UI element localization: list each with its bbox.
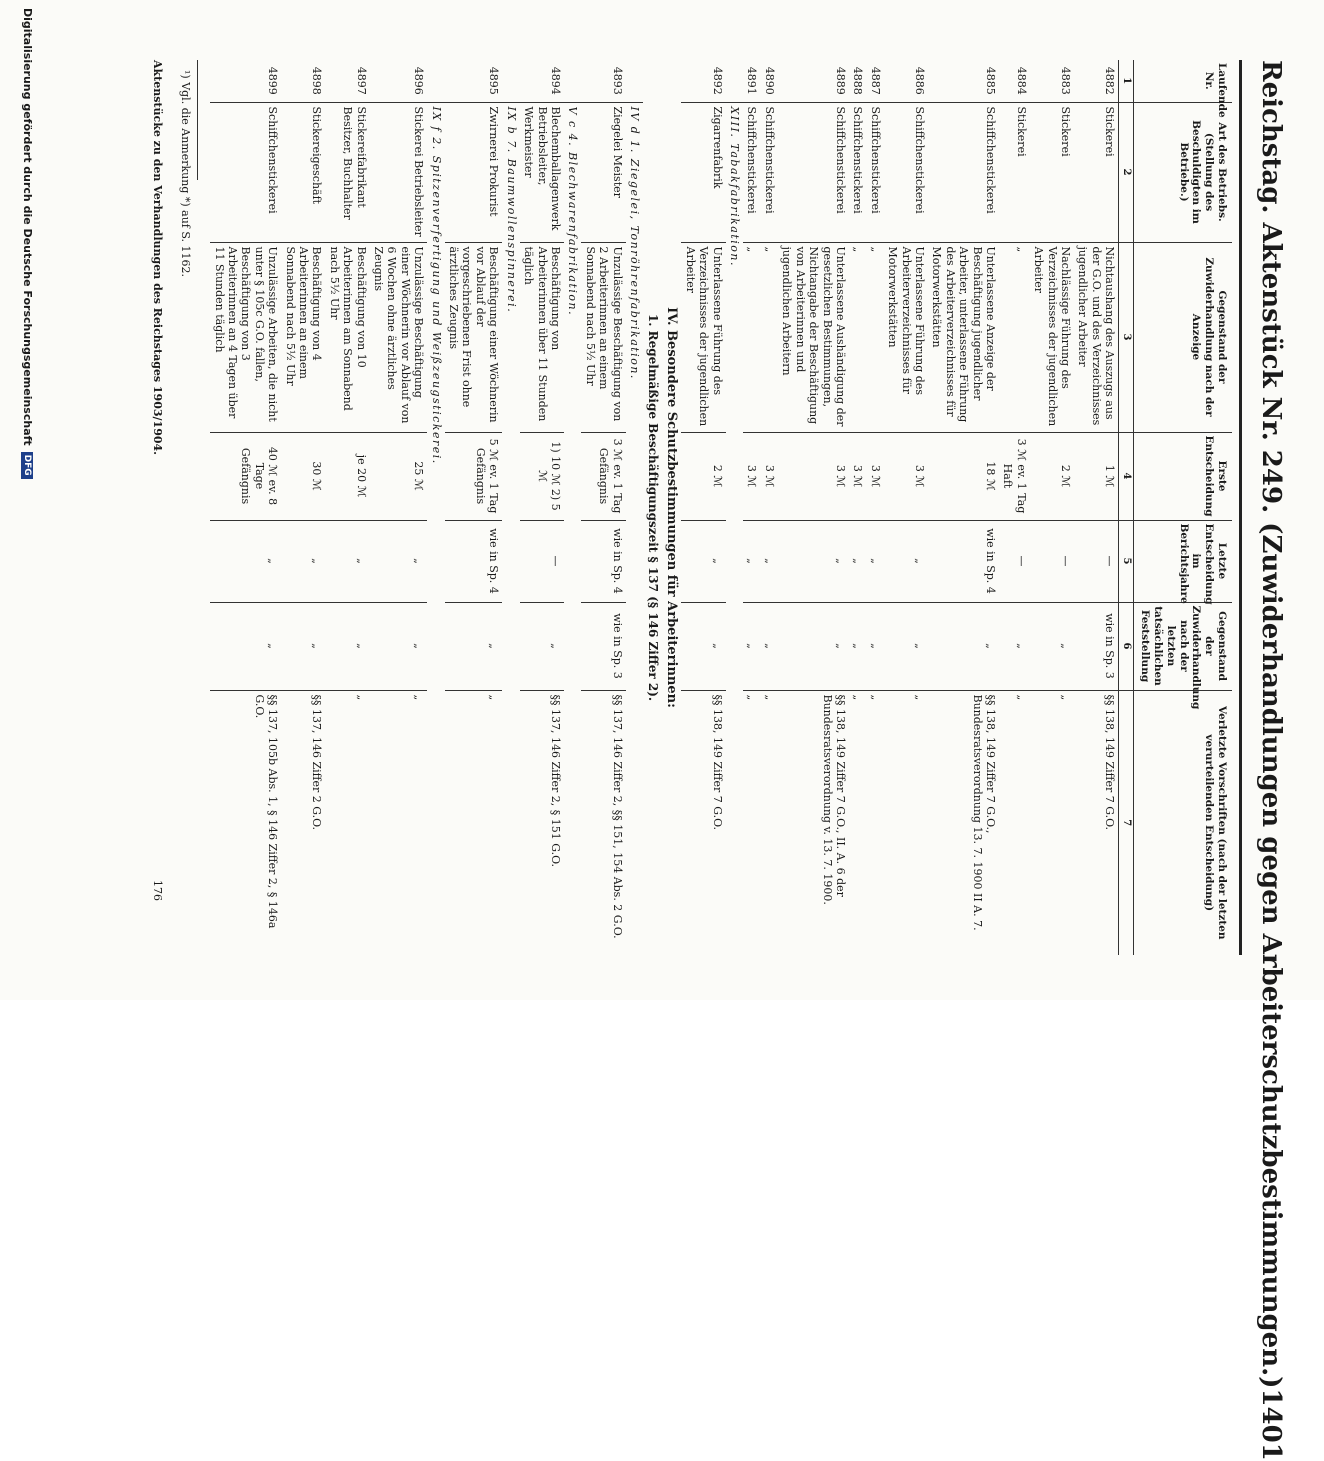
cell-erste: 18 ℳ xyxy=(928,432,999,520)
table-row xyxy=(281,60,325,955)
cell-art: Ziegelei Meister xyxy=(581,102,625,242)
column-number-row xyxy=(1119,60,1134,955)
column-number: 5 xyxy=(1119,520,1134,602)
cell-feststellung: „ xyxy=(849,602,866,690)
dfg-logo-icon: DFG xyxy=(22,452,34,479)
cell-feststellung: „ xyxy=(928,602,999,690)
cell-art: Stickereigeschäft xyxy=(281,102,325,242)
table-row xyxy=(445,60,503,955)
column-header: Art des Betriebs. (Stellung des Beschuldigten im Betriebe.) xyxy=(1134,102,1232,242)
cell-vorschriften: §§ 138, 149 Ziffer 7 G.O. xyxy=(1074,690,1119,955)
cell-letzte: „ xyxy=(210,520,281,602)
cell-gegenstand: Unterlassene Anzeige der Beschäftigung jugendlicher Arbeiter, unterlassene Führung des Arbeiterverzeichnisses für Motorwerkstätten xyxy=(928,242,999,432)
column-header: Laufende Nr. xyxy=(1134,60,1232,102)
cell-letzte: — xyxy=(520,520,564,602)
page-number-bottom: 176 xyxy=(151,880,164,901)
cell-gegenstand: Nachlässige Führung des Verzeichnisses der jugendlichen Arbeiter xyxy=(1030,242,1074,432)
cell-erste: 25 ℳ xyxy=(370,432,428,520)
table-body-second xyxy=(210,60,743,955)
cell-vorschriften: „ xyxy=(445,690,503,955)
cell-art: Schiffchenstickerei xyxy=(849,102,866,242)
table-body-first xyxy=(743,60,1119,955)
cell-erste: 1) 10 ℳ 2) 5 ℳ xyxy=(520,432,564,520)
cell-vorschriften: „ xyxy=(849,690,866,955)
cell-gegenstand: Unterlassene Führung des Arbeiterverzeichnisses für Motorwerkstätten xyxy=(884,242,928,432)
dfg-credit-text: Digitalisierung gefördert durch die Deutsche Forschungsgemeinschaft xyxy=(21,8,34,446)
cell-art: Stickereifabrikant Besitzer, Buchhalter xyxy=(325,102,369,242)
page-header-title: Reichstag. Aktenstück Nr. 249. (Zuwiderhandlungen gegen Arbeiterschutzbestimmungen.) xyxy=(1256,60,1286,1389)
cell-feststellung: „ xyxy=(760,602,777,690)
cell-art: Schiffchenstickerei xyxy=(778,102,849,242)
cell-feststellung: „ xyxy=(999,602,1030,690)
subsection-heading-row xyxy=(643,60,662,955)
cell-letzte: „ xyxy=(743,520,760,602)
cell-letzte: wie in Sp. 4 xyxy=(445,520,503,602)
table-row xyxy=(884,60,928,955)
table-header-row xyxy=(1134,60,1232,955)
cell-letzte: wie in Sp. 4 xyxy=(928,520,999,602)
cell-letzte: wie in Sp. 4 xyxy=(581,520,625,602)
sub-heading: IV d 1. Ziegelei, Tonröhrenfabrikation. xyxy=(626,102,643,955)
page-header-number: 1401 xyxy=(1256,1388,1286,1461)
table-row xyxy=(370,60,428,955)
cell-nr: 4887 xyxy=(868,66,882,95)
cell-erste: 3 ℳ xyxy=(849,432,866,520)
cell-gegenstand: „ xyxy=(866,242,883,432)
cell-vorschriften: „ xyxy=(999,690,1030,955)
cell-art: Schiffchenstickerei xyxy=(210,102,281,242)
sub-heading-row xyxy=(502,60,519,955)
cell-gegenstand: „ xyxy=(999,242,1030,432)
cell-erste: je 20 ℳ xyxy=(325,432,369,520)
table-row xyxy=(581,60,625,955)
cell-art: Stickerei xyxy=(1030,102,1074,242)
cell-gegenstand: Beschäftigung einer Wöchnerin vor Ablauf der vorgeschriebenen Frist ohne ärztliches Zeugnis xyxy=(445,242,503,432)
section-heading: IV. Besondere Schutzbestimmungen für Arbeiterinnen: xyxy=(664,307,680,708)
table-row xyxy=(210,60,281,955)
cell-nr: 4895 xyxy=(487,66,501,95)
cell-letzte: „ xyxy=(325,520,369,602)
cell-erste: 2 ℳ xyxy=(681,432,725,520)
cell-vorschriften: „ xyxy=(884,690,928,955)
cell-vorschriften: „ xyxy=(743,690,760,955)
cell-gegenstand: Unterlassene Aushändigung der gesetzlichen Bestimmungen, Nichtangabe der Beschäftigung von Arbeiterinnen und jugendlichen Arbeitern xyxy=(778,242,849,432)
cell-art: Blechemballagenwerk Betriebsleiter, Werkmeister xyxy=(520,102,564,242)
cell-feststellung: „ xyxy=(1030,602,1074,690)
cell-letzte: — xyxy=(1074,520,1119,602)
subsection-heading: 1. Regelmäßige Beschäftigungszeit § 137 (§ 146 Ziffer 2). xyxy=(645,313,660,702)
dfg-credit xyxy=(21,8,34,479)
column-number: 1 xyxy=(1119,60,1134,102)
cell-nr: 4890 xyxy=(762,66,776,95)
cell-erste: 3 ℳ xyxy=(760,432,777,520)
cell-feststellung: „ xyxy=(281,602,325,690)
cell-gegenstand: Beschäftigung von 4 Arbeiterinnen an einem Sonnabend nach 5½ Uhr xyxy=(281,242,325,432)
cell-vorschriften: §§ 137, 146 Ziffer 2 G.O. xyxy=(281,690,325,955)
table-row xyxy=(999,60,1030,955)
cell-nr: 4889 xyxy=(833,66,847,95)
column-number: 7 xyxy=(1119,690,1134,955)
cell-nr: 4899 xyxy=(266,66,280,95)
table-row xyxy=(681,60,725,955)
cell-nr: 4898 xyxy=(310,66,324,95)
column-header: Gegenstand der Zuwiderhandlung nach der Anzeige xyxy=(1134,242,1232,432)
table-row xyxy=(760,60,777,955)
cell-nr: 4884 xyxy=(1014,66,1028,95)
cell-erste: 3 ℳ xyxy=(884,432,928,520)
cell-feststellung: „ xyxy=(370,602,428,690)
table-row xyxy=(849,60,866,955)
cell-gegenstand: Unterlassene Führung des Verzeichnisses der jugendlichen Arbeiter xyxy=(681,242,725,432)
cell-nr: 4896 xyxy=(412,66,426,95)
cell-gegenstand: Unzulässige Beschäftigung einer Wöchnerin vor Ablauf von 6 Wochen ohne ärztliches Zeugnis xyxy=(370,242,428,432)
cell-art: Schiffchenstickerei xyxy=(866,102,883,242)
cell-erste: 3 ℳ xyxy=(866,432,883,520)
cell-feststellung: „ xyxy=(884,602,928,690)
cell-letzte: — xyxy=(1030,520,1074,602)
cell-letzte: „ xyxy=(884,520,928,602)
page-header xyxy=(1256,60,1286,1461)
sub-heading: XIII. Tabakfabrikation. xyxy=(726,102,743,955)
cell-gegenstand: Unzulässige Beschäftigung von 2 Arbeiterinnen an einem Sonnabend nach 5½ Uhr xyxy=(581,242,625,432)
cell-letzte: „ xyxy=(681,520,725,602)
cell-feststellung: „ xyxy=(210,602,281,690)
cell-vorschriften: §§ 137, 146 Ziffer 2, §§ 151, 154 Abs. 2 G.O. xyxy=(581,690,625,955)
cell-feststellung: „ xyxy=(681,602,725,690)
cell-vorschriften: §§ 137, 105b Abs. 1, § 146 Ziffer 2, § 146a G.O. xyxy=(210,690,281,955)
footnote: ¹) Vgl. die Anmerkung *) auf S. 1162. xyxy=(179,70,192,277)
violations-table xyxy=(210,60,1232,955)
column-number: 4 xyxy=(1119,432,1134,520)
cell-letzte: — xyxy=(999,520,1030,602)
cell-vorschriften: „ xyxy=(370,690,428,955)
cell-art: Zigarrenfabrik xyxy=(681,102,725,242)
column-number: 6 xyxy=(1119,602,1134,690)
cell-erste: 3 ℳ xyxy=(778,432,849,520)
cell-art: Stickerei Betriebsleiter xyxy=(370,102,428,242)
cell-nr: 4886 xyxy=(912,66,926,95)
cell-feststellung: „ xyxy=(520,602,564,690)
cell-art: Schiffchenstickerei xyxy=(743,102,760,242)
sub-heading: V c 4. Blechwarenfabrikation. xyxy=(564,102,581,955)
cell-erste: 3 ℳ ev. 1 Tag Gefängnis xyxy=(581,432,625,520)
table-row xyxy=(743,60,760,955)
cell-nr: 4885 xyxy=(983,66,997,95)
cell-letzte: „ xyxy=(760,520,777,602)
cell-erste: 1 ℳ xyxy=(1074,432,1119,520)
cell-gegenstand: Unzulässige Arbeiten, die nicht unter § 105c G.O. fallen, Beschäftigung von 3 Arbeiterinnen an 4 Tagen über 11 Stunden täglich xyxy=(210,242,281,432)
cell-art: Stickerei xyxy=(999,102,1030,242)
cell-erste: 5 ℳ ev. 1 Tag Gefängnis xyxy=(445,432,503,520)
table-row xyxy=(325,60,369,955)
cell-feststellung: „ xyxy=(743,602,760,690)
cell-erste: 3 ℳ ev. 1 Tag Haft xyxy=(999,432,1030,520)
cell-gegenstand: „ xyxy=(743,242,760,432)
cell-erste: 30 ℳ xyxy=(281,432,325,520)
cell-letzte: „ xyxy=(778,520,849,602)
cell-nr: 4891 xyxy=(745,66,759,95)
cell-gegenstand: Beschäftigung von Arbeiterinnen über 11 Stunden täglich xyxy=(520,242,564,432)
table-row xyxy=(520,60,564,955)
cell-vorschriften: „ xyxy=(1030,690,1074,955)
cell-art: Zwirnerei Prokurist xyxy=(445,102,503,242)
table-row xyxy=(778,60,849,955)
cell-art: Stickerei xyxy=(1074,102,1119,242)
cell-erste: 40 ℳ ev. 8 Tage Gefängnis xyxy=(210,432,281,520)
sub-heading-row xyxy=(626,60,643,955)
cell-nr: 4893 xyxy=(610,66,624,95)
cell-letzte: „ xyxy=(281,520,325,602)
cell-art: Schiffchenstickerei xyxy=(928,102,999,242)
cell-feststellung: „ xyxy=(866,602,883,690)
column-number: 2 xyxy=(1119,102,1134,242)
cell-nr: 4897 xyxy=(354,66,368,95)
cell-gegenstand: Nichtaushang des Auszugs aus der G.O. und des Verzeichnisses jugendlicher Arbeiter xyxy=(1074,242,1119,432)
sub-heading: IX f 2. Spitzenverfertigung und Weißzeugstickerei. xyxy=(427,102,444,955)
cell-vorschriften: §§ 138, 149 Ziffer 7 G.O., Bundesratsverordnung 13. 7. 1900 II A. 7. xyxy=(928,690,999,955)
column-number: 3 xyxy=(1119,242,1134,432)
cell-vorschriften: §§ 138, 149 Ziffer 7 G.O. xyxy=(681,690,725,955)
cell-art: Schiffchenstickerei xyxy=(760,102,777,242)
table-row xyxy=(928,60,999,955)
column-header: Verletzte Vorschriften (nach der letzten verurteilenden Entscheidung) xyxy=(1134,690,1232,955)
cell-gegenstand: Beschäftigung von 10 Arbeiterinnen am Sonnabend nach 5½ Uhr xyxy=(325,242,369,432)
cell-erste: 2 ℳ xyxy=(1030,432,1074,520)
section-heading-row xyxy=(662,60,682,955)
table-row xyxy=(1074,60,1119,955)
cell-vorschriften: §§ 138, 149 Ziffer 7 G.O., II. A. 6 der Bundesratsverordnung v. 13. 7. 1900. xyxy=(778,690,849,955)
sub-heading-row xyxy=(726,60,743,955)
cell-letzte: „ xyxy=(370,520,428,602)
cell-letzte: „ xyxy=(849,520,866,602)
cell-vorschriften: „ xyxy=(866,690,883,955)
cell-vorschriften: §§ 137, 146 Ziffer 2, § 151 G.O. xyxy=(520,690,564,955)
cell-feststellung: „ xyxy=(778,602,849,690)
column-header: Erste Entscheidung xyxy=(1134,432,1232,520)
page-footer: Aktenstücke zu den Verhandlungen des Reichstages 1903/1904. xyxy=(151,60,164,455)
cell-feststellung: „ xyxy=(445,602,503,690)
column-header: Letzte Entscheidung im Berichtsjahre xyxy=(1134,520,1232,602)
cell-art: Schiffchenstickerei xyxy=(884,102,928,242)
cell-nr: 4892 xyxy=(710,66,724,95)
cell-letzte: „ xyxy=(866,520,883,602)
cell-vorschriften: „ xyxy=(760,690,777,955)
sub-heading-row xyxy=(427,60,444,955)
cell-feststellung: wie in Sp. 3 xyxy=(581,602,625,690)
footnote-rule xyxy=(197,60,198,180)
cell-nr: 4888 xyxy=(851,66,865,95)
cell-nr: 4894 xyxy=(548,66,562,95)
cell-gegenstand: „ xyxy=(849,242,866,432)
sub-heading: IX b 7. Baumwollenspinnerei. xyxy=(502,102,519,955)
cell-nr: 4883 xyxy=(1059,66,1073,95)
table-row xyxy=(866,60,883,955)
cell-feststellung: „ xyxy=(325,602,369,690)
cell-feststellung: wie in Sp. 3 xyxy=(1074,602,1119,690)
sub-heading-row xyxy=(564,60,581,955)
column-header: Gegenstand der Zuwiderhandlung nach der letzten tatsächlichen Feststellung xyxy=(1134,602,1232,690)
header-rule xyxy=(1239,60,1242,955)
cell-vorschriften: „ xyxy=(325,690,369,955)
cell-gegenstand: „ xyxy=(760,242,777,432)
table-row xyxy=(1030,60,1074,955)
cell-nr: 4882 xyxy=(1103,66,1117,95)
cell-erste: 3 ℳ xyxy=(743,432,760,520)
